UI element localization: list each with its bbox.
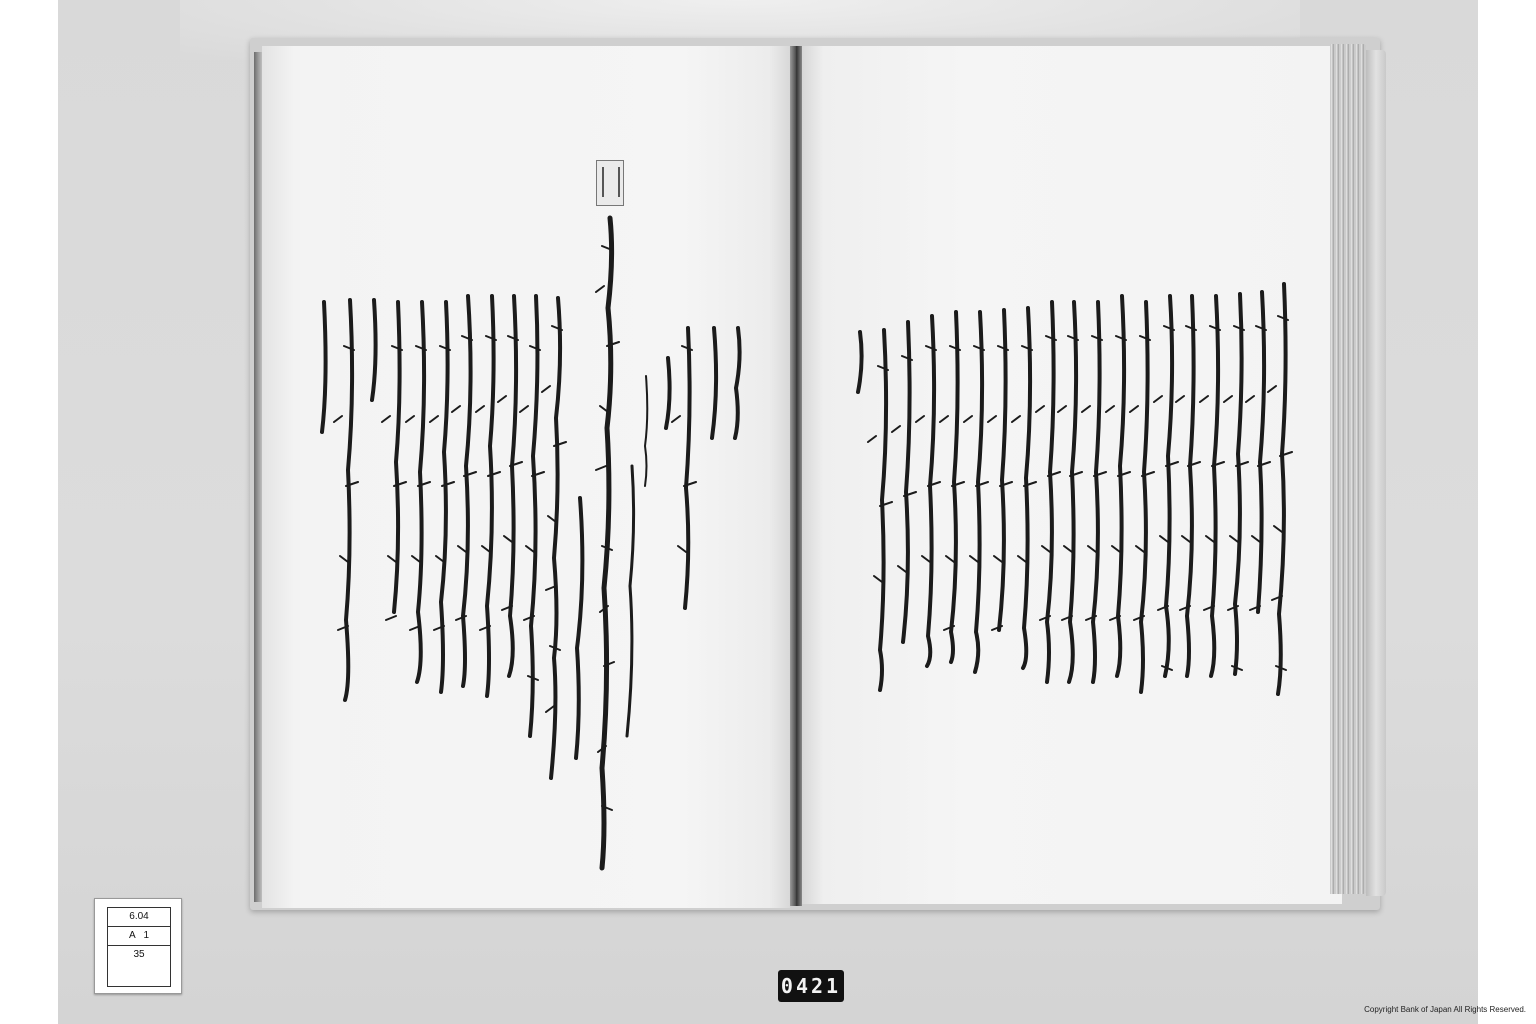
manuscript-column — [602, 218, 612, 868]
manuscript-column — [1211, 296, 1218, 676]
manuscript-column — [975, 312, 982, 672]
manuscript-column — [858, 332, 862, 392]
manuscript-column — [530, 296, 537, 736]
manuscript-column — [1258, 292, 1264, 612]
manuscript-column — [463, 296, 471, 686]
archive-label-table — [107, 907, 171, 987]
seal-stamp — [596, 160, 624, 206]
left-page-handwriting — [262, 46, 790, 908]
manuscript-column — [1165, 296, 1172, 676]
manuscript-column — [345, 300, 352, 700]
manuscript-column — [487, 296, 494, 696]
copyright-notice: Copyright Bank of Japan All Rights Reserved. — [1364, 1005, 1526, 1014]
manuscript-column — [712, 328, 716, 438]
manuscript-column — [927, 316, 934, 666]
label-classification: 6.04 — [108, 908, 170, 927]
manuscript-column — [666, 358, 670, 428]
book-right-cover-edge — [1366, 50, 1386, 896]
right-page-handwriting — [802, 46, 1342, 904]
manuscript-column — [1141, 302, 1148, 692]
page-stack-edge — [1330, 44, 1366, 894]
manuscript-column — [322, 302, 326, 432]
label-series: A 1 — [108, 927, 170, 946]
manuscript-column — [1235, 294, 1242, 674]
archive-label-card — [94, 898, 182, 994]
manuscript-column — [417, 302, 424, 682]
manuscript-column — [576, 498, 582, 758]
manuscript-column — [1187, 296, 1194, 676]
manuscript-column — [1117, 296, 1124, 676]
manuscript-column — [627, 466, 634, 736]
manuscript-column — [1023, 308, 1030, 668]
manuscript-column — [645, 376, 647, 486]
manuscript-column — [1069, 302, 1076, 682]
manuscript-column — [735, 328, 740, 438]
manuscript-column — [1047, 302, 1054, 682]
manuscript-column — [685, 328, 690, 608]
manuscript-column — [880, 330, 886, 690]
book-gutter — [790, 46, 802, 906]
manuscript-column — [1093, 302, 1100, 682]
manuscript-column — [951, 312, 958, 662]
label-volume: 35 — [133, 949, 145, 960]
manuscript-column — [999, 310, 1006, 630]
right-page — [802, 46, 1342, 904]
frame-number: 0421 — [778, 970, 844, 1002]
left-page — [262, 46, 790, 908]
manuscript-column — [903, 322, 910, 642]
manuscript-column — [509, 296, 516, 676]
manuscript-column — [372, 300, 376, 400]
manuscript-column — [1278, 284, 1286, 694]
manuscript-column — [441, 302, 448, 692]
